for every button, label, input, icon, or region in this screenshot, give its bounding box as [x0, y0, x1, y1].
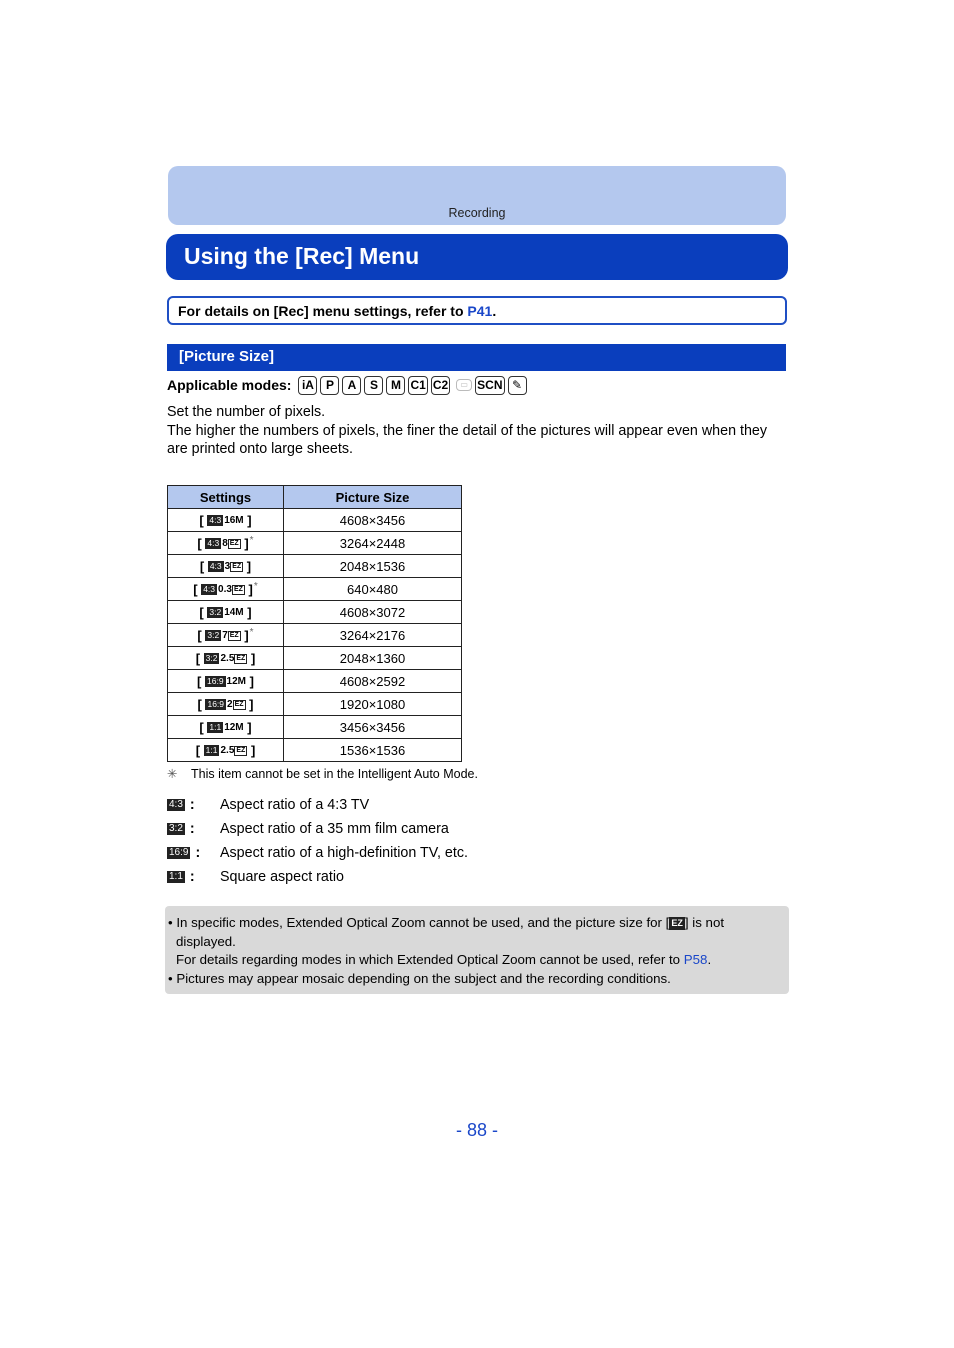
extended-zoom-icon: EZ — [236, 746, 246, 754]
picture-size-cell: 3264×2176 — [284, 624, 462, 647]
megapixel-label: 14M — [224, 607, 244, 619]
table-row — [168, 670, 462, 693]
note-text: Pictures may appear mosaic depending on the subject and the recording conditions. — [176, 970, 671, 986]
footnote-text: This item cannot be set in the Intelligent Auto Mode. — [191, 767, 478, 781]
extended-zoom-icon: EZ — [234, 700, 244, 708]
picture-size-cell: 1920×1080 — [284, 693, 462, 716]
extended-zoom-icon: EZ — [236, 654, 246, 662]
setting-cell: [ 1:1 12M ] — [168, 716, 284, 739]
ratio-3-2-icon: 3:2 — [169, 823, 183, 834]
table-row — [168, 601, 462, 624]
aspect-ratio-icon: 16:9 — [207, 699, 225, 710]
panorama-mode-icon: ▭ — [456, 379, 472, 391]
reference-link-p41[interactable]: P41 — [467, 303, 493, 319]
table-row — [168, 716, 462, 739]
legend-item: 16:9 : Aspect ratio of a high-definition TV, etc. — [169, 845, 468, 861]
page-title: Using the [Rec] Menu — [184, 243, 420, 269]
setting-cell: [ 4:3 3 EZ ] — [168, 555, 284, 578]
note-text: For details regarding modes in which Extended Optical Zoom cannot be used, refer to — [176, 952, 684, 967]
custom2-mode-icon: C2 — [431, 376, 450, 395]
extended-zoom-icon: EZ — [233, 585, 243, 593]
aspect-ratio-icon: 3:2 — [207, 630, 220, 641]
megapixel-label: 16M — [224, 515, 244, 527]
description-line-1: Set the number of pixels. — [167, 404, 326, 420]
table-row — [168, 647, 462, 670]
table-row — [168, 509, 462, 532]
picture-size-cell: 640×480 — [284, 578, 462, 601]
extended-zoom-icon: EZ — [232, 562, 242, 570]
setting-cell: [ 16:9 2 EZ ] — [168, 693, 284, 716]
note-text: . — [707, 952, 712, 967]
legend-item: 3:2 : Aspect ratio of a 35 mm film camera — [169, 821, 449, 837]
asterisk-icon: * — [253, 580, 258, 592]
aspect-ratio-icon: 4:3 — [203, 584, 216, 595]
aspect-ratio-icon: 3:2 — [205, 653, 218, 664]
setting-cell: [ 3:2 14M ] — [168, 601, 284, 624]
description — [167, 403, 787, 459]
note-bullet-2: • Pictures may appear mosaic depending on the subject and the recording conditions. — [168, 970, 671, 986]
legend-item: 1:1 : Square aspect ratio — [169, 869, 344, 885]
megapixel-label: 2.5 — [220, 653, 235, 665]
reference-suffix: . — [492, 303, 497, 319]
table-row — [168, 532, 462, 555]
table-row — [168, 555, 462, 578]
header-label: Recording — [448, 206, 506, 220]
notes-box — [165, 906, 789, 994]
title-bar — [166, 234, 788, 280]
megapixel-label: 8 — [222, 538, 228, 550]
note-text: In specific modes, Extended Optical Zoom cannot be used, and the picture size for [ — [176, 915, 670, 930]
reference-text — [178, 303, 496, 319]
page-number: - 88 - — [455, 1120, 498, 1140]
aspect-ratio-icon: 4:3 — [207, 538, 220, 549]
picture-size-cell: 4608×2592 — [284, 670, 462, 693]
aspect-ratio-icon: 1:1 — [205, 745, 218, 756]
legend-item: 4:3 : Aspect ratio of a 4:3 TV — [169, 797, 370, 813]
asterisk-icon: ✳ — [167, 767, 178, 781]
picture-size-cell: 4608×3456 — [284, 509, 462, 532]
megapixel-label: 3 — [224, 561, 231, 573]
manual-mode-icon: M — [386, 376, 405, 395]
reference-box — [167, 296, 787, 325]
legend-text: Aspect ratio of a high-definition TV, etc. — [220, 845, 468, 861]
extended-zoom-icon: EZ — [671, 917, 683, 928]
megapixel-label: 2 — [227, 699, 233, 711]
setting-cell: [ 1:1 2.5 EZ ] — [168, 739, 284, 762]
asterisk-icon: * — [249, 534, 254, 546]
ratio-4-3-icon: 4:3 — [169, 799, 183, 810]
setting-cell: [ 3:2 2.5 EZ ] — [168, 647, 284, 670]
picture-size-cell: 2048×1360 — [284, 647, 462, 670]
ratio-16-9-icon: 16:9 — [169, 847, 189, 858]
table-row — [168, 739, 462, 762]
footnote — [167, 766, 478, 781]
creative-control-mode-icon: ✎ — [508, 376, 527, 395]
aperture-mode-icon: A — [342, 376, 361, 395]
aspect-ratio-icon: 4:3 — [209, 515, 222, 526]
legend-text: Aspect ratio of a 4:3 TV — [220, 797, 370, 813]
asterisk-icon: * — [249, 626, 254, 638]
aspect-ratio-legend — [167, 793, 468, 889]
note-bullet-1: • In specific modes, Extended Optical Zoom cannot be used, and the picture size for [ EZ ] is not — [168, 915, 725, 930]
picture-size-cell: 1536×1536 — [284, 739, 462, 762]
applicable-modes — [167, 374, 530, 396]
megapixel-label: 2.5 — [220, 745, 235, 757]
header-bar — [168, 166, 786, 225]
setting-cell: [ 3:2 7 EZ ]* — [168, 624, 284, 647]
setting-cell: [ 4:3 8 EZ ]* — [168, 532, 284, 555]
extended-zoom-icon: EZ — [229, 539, 239, 547]
legend-text: Square aspect ratio — [220, 869, 344, 885]
program-mode-icon: P — [320, 376, 339, 395]
aspect-ratio-icon: 1:1 — [209, 722, 222, 733]
custom1-mode-icon: C1 — [408, 376, 427, 395]
setting-cell: [ 4:3 0.3 EZ ]* — [168, 578, 284, 601]
megapixel-label: 7 — [222, 630, 228, 642]
modes-label: Applicable modes: — [167, 377, 292, 393]
notes-text — [168, 914, 780, 988]
ratio-1-1-icon: 1:1 — [169, 871, 183, 882]
section-bar — [167, 344, 786, 371]
reference-link-p58[interactable]: P58 — [683, 952, 708, 967]
reference-label: For details on [Rec] menu settings, refer to — [178, 303, 468, 319]
megapixel-label: 12M — [226, 676, 246, 688]
note-continuation: displayed. — [176, 933, 236, 949]
note-continuation — [168, 951, 780, 970]
aspect-ratio-icon: 16:9 — [207, 676, 224, 687]
table-row — [168, 578, 462, 601]
picture-size-cell: 4608×3072 — [284, 601, 462, 624]
table-header-settings: Settings — [168, 486, 284, 509]
picture-size-cell: 2048×1536 — [284, 555, 462, 578]
megapixel-label: 12M — [224, 722, 244, 734]
picture-size-cell: 3264×2448 — [284, 532, 462, 555]
picture-size-cell: 3456×3456 — [284, 716, 462, 739]
setting-cell: [ 4:3 16M ] — [168, 509, 284, 532]
setting-cell: [ 16:9 12M ] — [168, 670, 284, 693]
legend-text: Aspect ratio of a 35 mm film camera — [220, 821, 449, 837]
table-header-picture-size: Picture Size — [284, 486, 462, 509]
intelligent-auto-mode-icon: iA — [298, 376, 317, 395]
aspect-ratio-icon: 4:3 — [209, 561, 222, 572]
shutter-mode-icon: S — [364, 376, 383, 395]
table-row — [168, 693, 462, 716]
megapixel-label: 0.3 — [218, 584, 232, 596]
scene-mode-icon: SCN — [475, 376, 504, 395]
section-title: [Picture Size] — [179, 348, 275, 365]
note-text: ] is not — [684, 915, 725, 930]
extended-zoom-icon: EZ — [229, 631, 239, 639]
description-line-2: The higher the numbers of pixels, the finer the detail of the pictures will appear even when they are printed onto large sheets. — [167, 422, 768, 458]
aspect-ratio-icon: 3:2 — [209, 607, 222, 618]
table-row — [168, 624, 462, 647]
picture-size-table — [167, 485, 462, 762]
